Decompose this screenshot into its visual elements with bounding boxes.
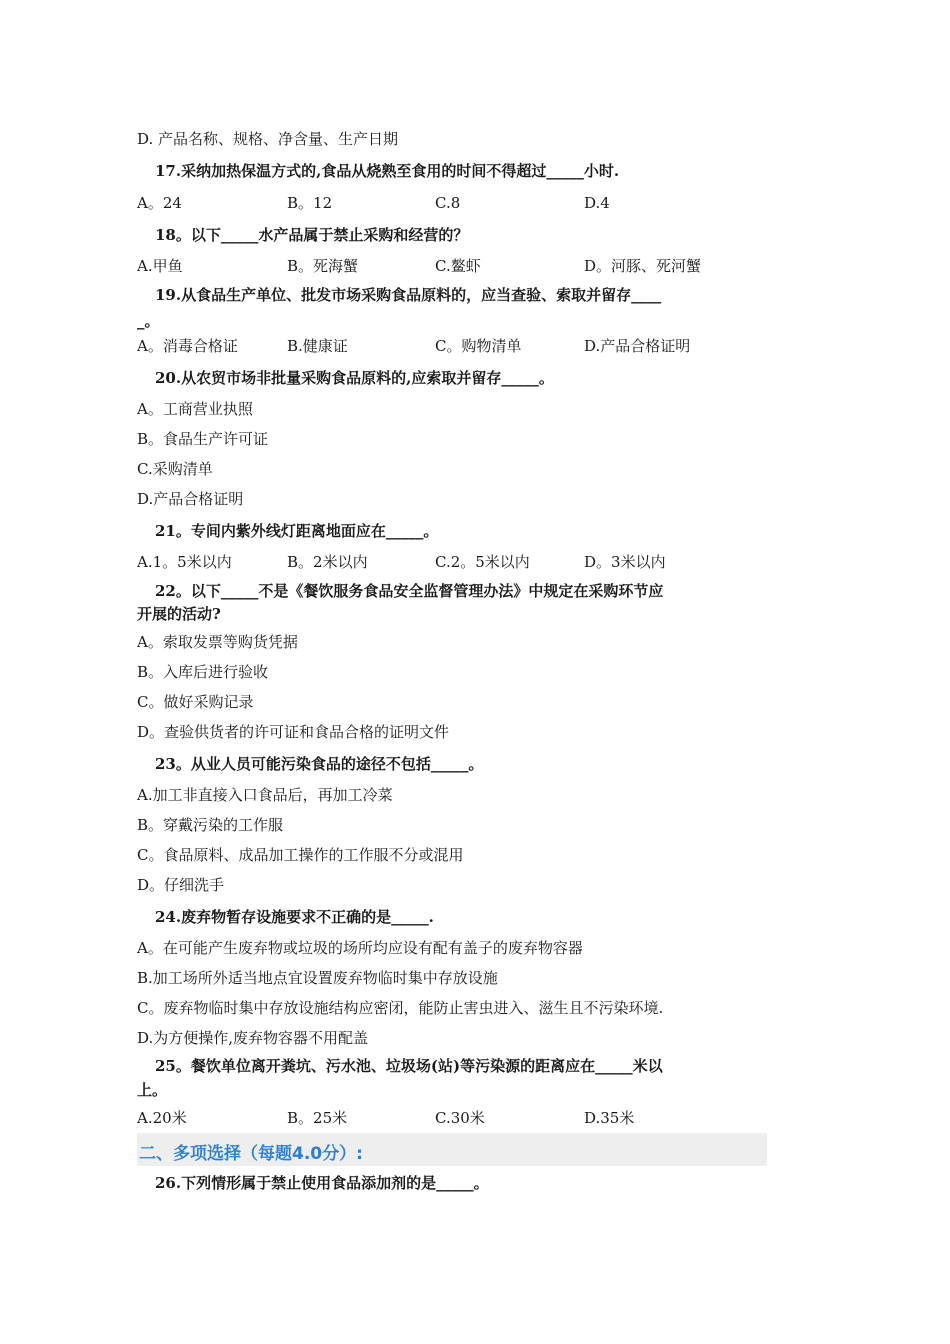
option: C.30米 — [435, 1109, 485, 1127]
option: A。索取发票等购货凭据 — [137, 633, 298, 651]
question-24: 24.废弃物暂存设施要求不正确的是_____. — [155, 908, 434, 926]
option: D.为方便操作,废弃物容器不用配盖 — [137, 1029, 369, 1047]
option: C。做好采购记录 — [137, 693, 254, 711]
option: D。河豚、死河蟹 — [584, 257, 702, 275]
option: C.8 — [435, 194, 461, 212]
options-row-18 — [137, 256, 777, 276]
option: C。食品原料、成品加工操作的工作服不分或混用 — [137, 846, 464, 864]
option: D.产品合格证明 — [584, 337, 691, 355]
option: B。穿戴污染的工作服 — [137, 816, 284, 834]
option: D.35米 — [584, 1109, 635, 1127]
question-19: 19.从食品生产单位、批发市场采购食品原料的，应当查验、索取并留存____ — [155, 286, 662, 304]
question-21: 21。专间内紫外线灯距离地面应在_____。 — [155, 522, 439, 540]
question-22: 22。以下_____不是《餐饮服务食品安全监督管理办法》中规定在采购环节应 — [155, 582, 664, 600]
options-row-21 — [137, 552, 777, 572]
option: D。查验供货者的许可证和食品合格的证明文件 — [137, 723, 450, 741]
option: C.鳌虾 — [435, 257, 481, 275]
section-title: 二、多项选择（每题4.0分）: — [139, 1144, 363, 1164]
option: D。3米以内 — [584, 553, 666, 571]
options-row-17 — [137, 193, 777, 213]
question-18: 18。以下_____水产品属于禁止采购和经营的？ — [155, 226, 469, 244]
option: C.2。5米以内 — [435, 553, 530, 571]
section-header-multiple-choice — [137, 1133, 767, 1166]
option: B。入库后进行验收 — [137, 663, 269, 681]
option: B。25米 — [287, 1109, 348, 1127]
option: D。仔细洗手 — [137, 876, 225, 894]
question-25-continued: 上。 — [137, 1081, 168, 1099]
option: A。消毒合格证 — [137, 337, 238, 355]
question-20: 20.从农贸市场非批量采购食品原料的,应索取并留存_____。 — [155, 369, 554, 387]
option: C。购物清单 — [435, 337, 522, 355]
option: B。食品生产许可证 — [137, 430, 269, 448]
question-26: 26.下列情形属于禁止使用食品添加剂的是_____。 — [155, 1174, 489, 1192]
option: B。2米以内 — [287, 553, 368, 571]
question-23: 23。从业人员可能污染食品的途径不包括_____。 — [155, 755, 484, 773]
question-19-continued: _。 — [137, 312, 160, 330]
options-row-19 — [137, 336, 777, 356]
option: A。24 — [137, 194, 182, 212]
option: B。12 — [287, 194, 333, 212]
option: D.4 — [584, 194, 610, 212]
options-row-25 — [137, 1108, 777, 1128]
option: A。工商营业执照 — [137, 400, 253, 418]
option: A.甲鱼 — [137, 257, 183, 275]
question-22-continued: 开展的活动? — [137, 605, 221, 623]
option: B.加工场所外适当地点宜设置废弃物临时集中存放设施 — [137, 969, 498, 987]
option-line: D. 产品名称、规格、净含量、生产日期 — [137, 130, 399, 148]
option: A.1。5米以内 — [137, 553, 232, 571]
option: A.加工非直接入口食品后，再加工冷菜 — [137, 786, 393, 804]
option: B.健康证 — [287, 337, 348, 355]
option: A.20米 — [137, 1109, 187, 1127]
option: A。在可能产生废弃物或垃圾的场所均应设有配有盖子的废弃物容器 — [137, 939, 583, 957]
option: C。废弃物临时集中存放设施结构应密闭，能防止害虫进入、滋生且不污染环境. — [137, 999, 664, 1017]
option: C.采购清单 — [137, 460, 213, 478]
option: D.产品合格证明 — [137, 490, 244, 508]
question-17: 17.采纳加热保温方式的,食品从烧熟至食用的时间不得超过_____小时. — [155, 162, 620, 180]
question-25: 25。餐饮单位离开粪坑、污水池、垃圾场(站)等污染源的距离应在_____米以 — [155, 1057, 663, 1075]
option: B。死海蟹 — [287, 257, 359, 275]
